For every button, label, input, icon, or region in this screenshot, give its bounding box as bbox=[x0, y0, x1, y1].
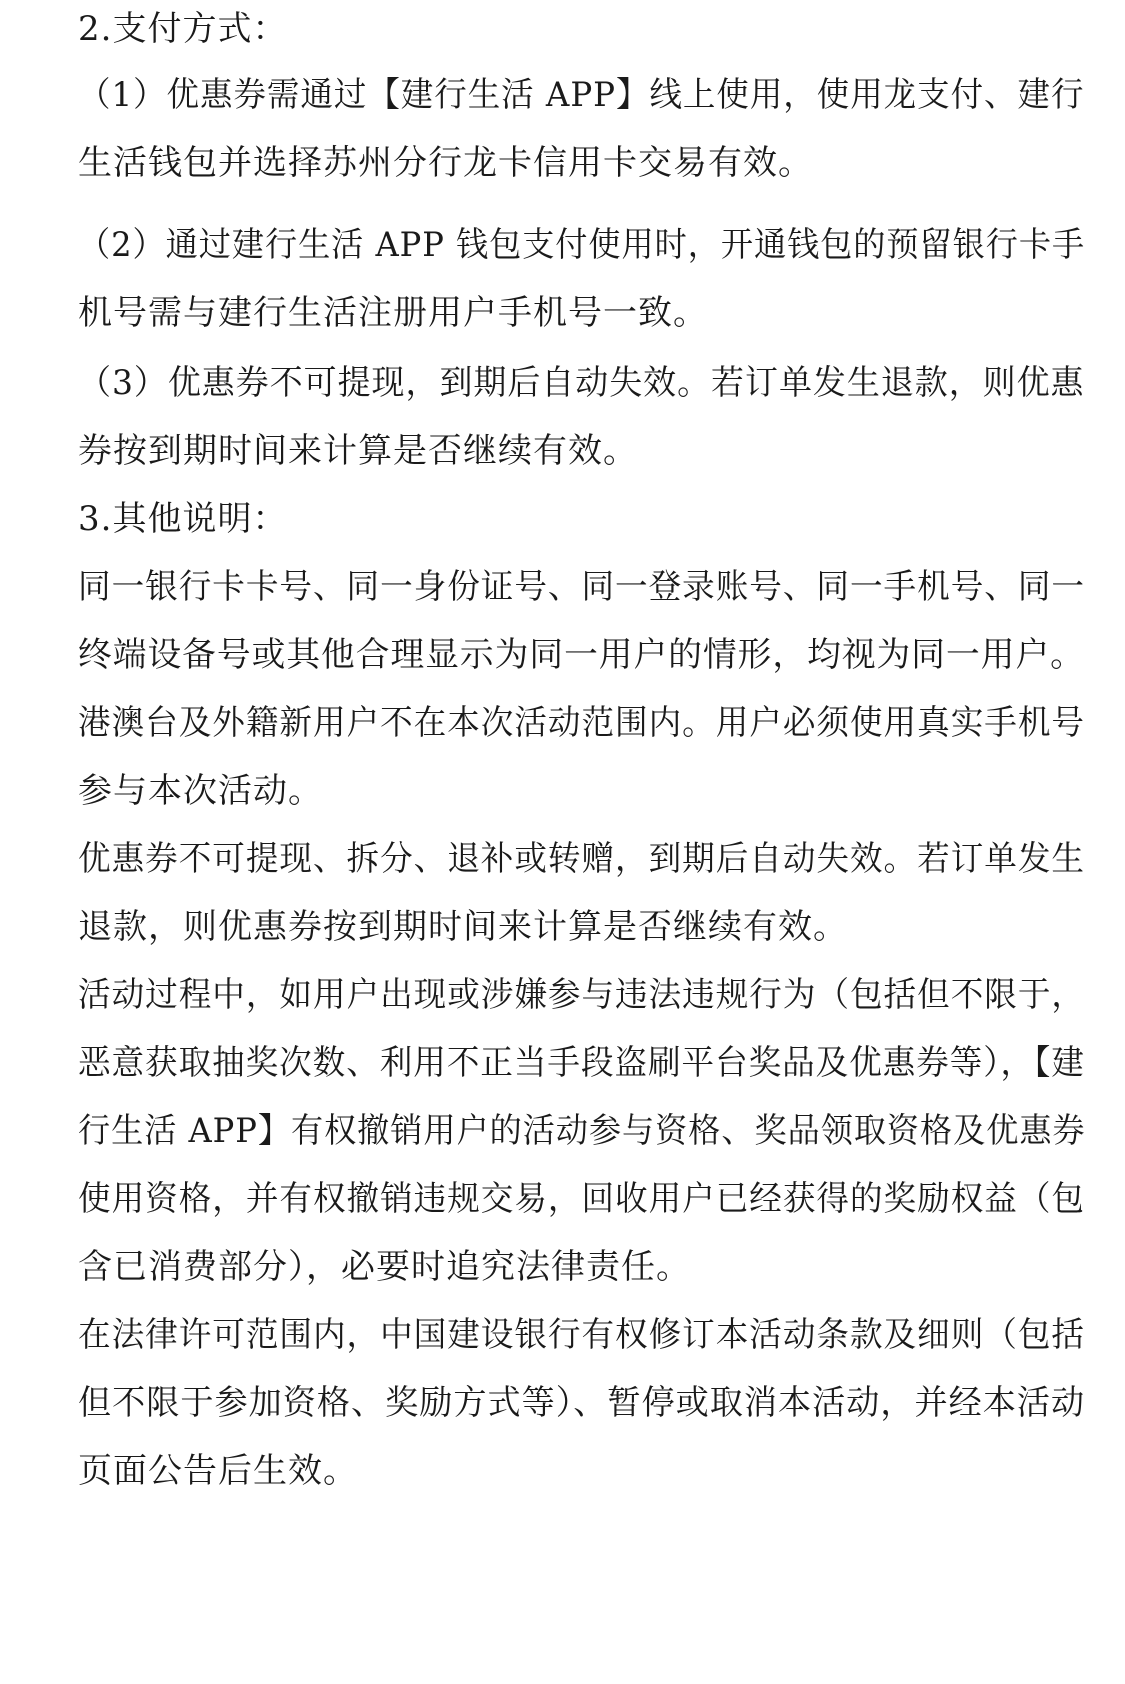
text-line: 含已消费部分），必要时追究法律责任。 bbox=[78, 1247, 691, 1287]
text-line: 同一银行卡卡号、同一身份证号、同一登录账号、同一手机号、同一 bbox=[78, 567, 1085, 607]
section-heading-other: 3.其他说明： bbox=[78, 499, 288, 539]
text-line: 参与本次活动。 bbox=[78, 771, 323, 811]
text-line: 但不限于参加资格、奖励方式等）、暂停或取消本活动，并经本活动 bbox=[78, 1383, 1086, 1423]
text-line: （1）优惠券需通过【建行生活 APP】线上使用，使用龙支付、建行 bbox=[78, 75, 1085, 115]
text-line: 行生活 APP】有权撤销用户的活动参与资格、奖品领取资格及优惠券 bbox=[78, 1111, 1086, 1151]
text-line: （3）优惠券不可提现，到期后自动失效。若订单发生退款，则优惠 bbox=[78, 363, 1085, 403]
text-line: 活动过程中，如用户出现或涉嫌参与违法违规行为（包括但不限于， bbox=[78, 975, 1085, 1015]
text-line: 终端设备号或其他合理显示为同一用户的情形，均视为同一用户。 bbox=[78, 635, 1085, 675]
section-heading-payment: 2.支付方式： bbox=[78, 9, 288, 49]
text-line: 在法律许可范围内，中国建设银行有权修订本活动条款及细则（包括 bbox=[78, 1315, 1085, 1355]
text-line: 恶意获取抽奖次数、利用不正当手段盗刷平台奖品及优惠券等），【建 bbox=[78, 1043, 1085, 1083]
text-line: 券按到期时间来计算是否继续有效。 bbox=[78, 431, 638, 471]
text-line: 港澳台及外籍新用户不在本次活动范围内。用户必须使用真实手机号 bbox=[78, 703, 1085, 743]
text-line: 生活钱包并选择苏州分行龙卡信用卡交易有效。 bbox=[78, 143, 813, 183]
text-line: 机号需与建行生活注册用户手机号一致。 bbox=[78, 293, 708, 333]
text-line: 优惠券不可提现、拆分、退补或转赠，到期后自动失效。若订单发生 bbox=[78, 839, 1085, 879]
text-line: 使用资格，并有权撤销违规交易，回收用户已经获得的奖励权益（包 bbox=[78, 1179, 1085, 1219]
text-line: （2）通过建行生活 APP 钱包支付使用时，开通钱包的预留银行卡手 bbox=[78, 225, 1086, 265]
text-line: 页面公告后生效。 bbox=[78, 1451, 358, 1491]
text-line: 退款，则优惠券按到期时间来计算是否继续有效。 bbox=[78, 907, 848, 947]
